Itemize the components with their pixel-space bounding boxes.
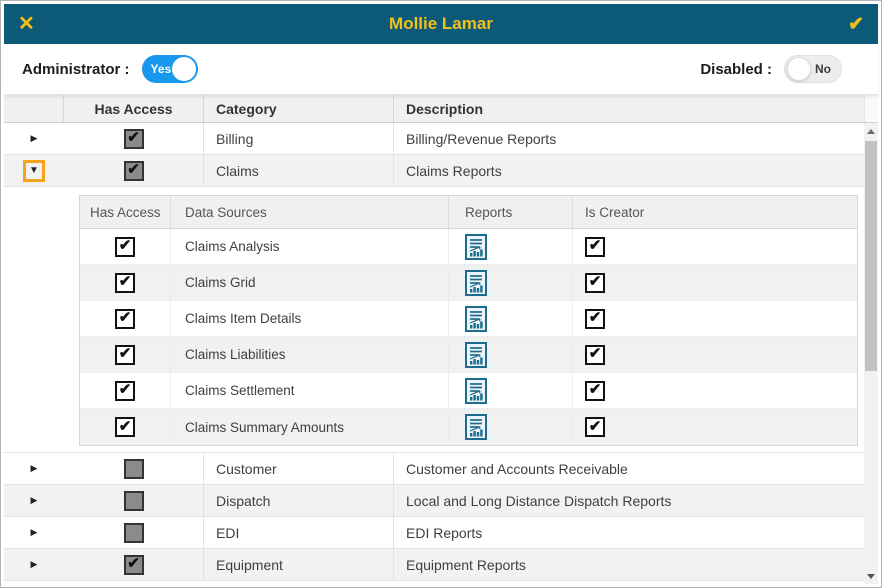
page-title: Mollie Lamar	[389, 14, 493, 33]
confirm-check-icon[interactable]: ✔	[848, 13, 864, 35]
data-source-row	[80, 337, 857, 373]
disabled-label: Disabled :	[700, 60, 772, 78]
data-source-row	[80, 301, 857, 337]
category-cell: Claims	[204, 155, 394, 186]
description-cell: Local and Long Distance Dispatch Reports	[406, 492, 672, 509]
category-cell: Dispatch	[204, 485, 394, 516]
grid-header-row	[4, 95, 878, 123]
report-chart-icon-glyph	[465, 234, 487, 260]
report-chart-icon[interactable]	[465, 306, 487, 332]
reports-column-header: Reports	[449, 196, 573, 228]
description-cell: Equipment Reports	[406, 556, 526, 573]
data-source-name-cell: Claims Liabilities	[171, 337, 449, 372]
expander-column-header	[4, 95, 64, 122]
report-chart-icon-glyph	[465, 270, 487, 296]
has-access-checkbox[interactable]	[124, 555, 144, 575]
category-cell: Equipment	[204, 549, 394, 580]
scrollbar-corner	[864, 95, 878, 122]
scrollbar-track[interactable]	[864, 139, 878, 568]
is-creator-checkbox[interactable]	[585, 381, 605, 401]
report-chart-icon-glyph	[465, 306, 487, 332]
toggle-knob	[172, 57, 196, 81]
disabled-toggle-label: No	[815, 62, 831, 76]
scroll-down-button[interactable]	[864, 568, 878, 584]
is-creator-checkbox[interactable]	[585, 345, 605, 365]
report-chart-icon[interactable]	[465, 234, 487, 260]
subtable-body	[80, 229, 857, 445]
is-creator-checkbox[interactable]	[585, 417, 605, 437]
is-creator-checkbox[interactable]	[585, 237, 605, 257]
is-creator-checkbox[interactable]	[585, 273, 605, 293]
expanded-detail-section	[4, 187, 864, 453]
has-access-checkbox[interactable]	[115, 309, 135, 329]
administrator-label: Administrator :	[22, 60, 130, 78]
expand-arrow-icon[interactable]	[23, 490, 45, 512]
is-creator-checkbox[interactable]	[585, 309, 605, 329]
report-chart-icon[interactable]	[465, 414, 487, 440]
expand-arrow-icon[interactable]	[23, 160, 45, 182]
data-sources-table	[79, 195, 858, 446]
expand-arrow-icon[interactable]	[23, 522, 45, 544]
category-cell: EDI	[204, 517, 394, 548]
category-cell: Customer	[204, 453, 394, 484]
arrow-down-icon	[867, 574, 875, 579]
data-source-row	[80, 229, 857, 265]
table-row	[4, 485, 864, 517]
has-access-checkbox[interactable]	[124, 459, 144, 479]
data-source-row	[80, 409, 857, 445]
administrator-toggle-label: Yes	[150, 62, 172, 76]
has-access-checkbox[interactable]	[115, 381, 135, 401]
administrator-toggle[interactable]	[142, 55, 198, 83]
titlebar	[4, 4, 878, 44]
report-chart-icon-glyph	[465, 414, 487, 440]
disabled-toggle[interactable]	[784, 55, 842, 83]
table-row	[4, 549, 864, 581]
data-source-row	[80, 265, 857, 301]
report-chart-icon[interactable]	[465, 342, 487, 368]
description-cell: Billing/Revenue Reports	[406, 130, 557, 147]
expand-arrow-icon[interactable]	[23, 458, 45, 480]
description-cell: EDI Reports	[406, 524, 483, 541]
has-access-checkbox[interactable]	[124, 161, 144, 181]
scrollbar-thumb[interactable]	[865, 141, 877, 371]
report-chart-icon[interactable]	[465, 378, 487, 404]
scroll-up-button[interactable]	[864, 123, 878, 139]
table-row	[4, 453, 864, 485]
expand-arrow-icon[interactable]	[23, 554, 45, 576]
description-column-header: Description	[406, 100, 484, 117]
has-access-column-header: Has Access	[64, 95, 204, 122]
permissions-grid	[4, 95, 878, 584]
description-cell: Claims Reports	[406, 162, 502, 179]
is-creator-column-header: Is Creator	[585, 204, 645, 220]
data-source-name-cell: Claims Settlement	[171, 373, 449, 408]
expand-arrow-icon[interactable]	[23, 128, 45, 150]
has-access-checkbox[interactable]	[115, 417, 135, 437]
sub-has-access-column-header: Has Access	[80, 196, 171, 228]
arrow-up-icon	[867, 129, 875, 134]
has-access-checkbox[interactable]	[115, 237, 135, 257]
subtable-header-row	[80, 196, 857, 229]
table-row	[4, 517, 864, 549]
description-cell: Customer and Accounts Receivable	[406, 460, 628, 477]
has-access-checkbox[interactable]	[124, 523, 144, 543]
toggle-knob	[787, 57, 811, 81]
report-chart-icon[interactable]	[465, 270, 487, 296]
data-source-row	[80, 373, 857, 409]
vertical-scrollbar[interactable]	[864, 123, 878, 584]
data-source-name-cell: Claims Item Details	[171, 301, 449, 336]
close-icon[interactable]: ✕	[18, 13, 35, 35]
category-cell: Billing	[204, 123, 394, 154]
data-source-name-cell: Claims Analysis	[171, 229, 449, 264]
report-chart-icon-glyph	[465, 342, 487, 368]
category-column-header: Category	[204, 95, 394, 122]
grid-body	[4, 123, 864, 584]
data-source-name-cell: Claims Summary Amounts	[171, 409, 449, 445]
has-access-checkbox[interactable]	[115, 273, 135, 293]
has-access-checkbox[interactable]	[124, 129, 144, 149]
data-source-name-cell: Claims Grid	[171, 265, 449, 300]
has-access-checkbox[interactable]	[115, 345, 135, 365]
has-access-checkbox[interactable]	[124, 491, 144, 511]
toolbar	[4, 44, 878, 95]
data-sources-column-header: Data Sources	[171, 196, 449, 228]
table-row	[4, 123, 864, 155]
report-chart-icon-glyph	[465, 378, 487, 404]
table-row	[4, 155, 864, 187]
